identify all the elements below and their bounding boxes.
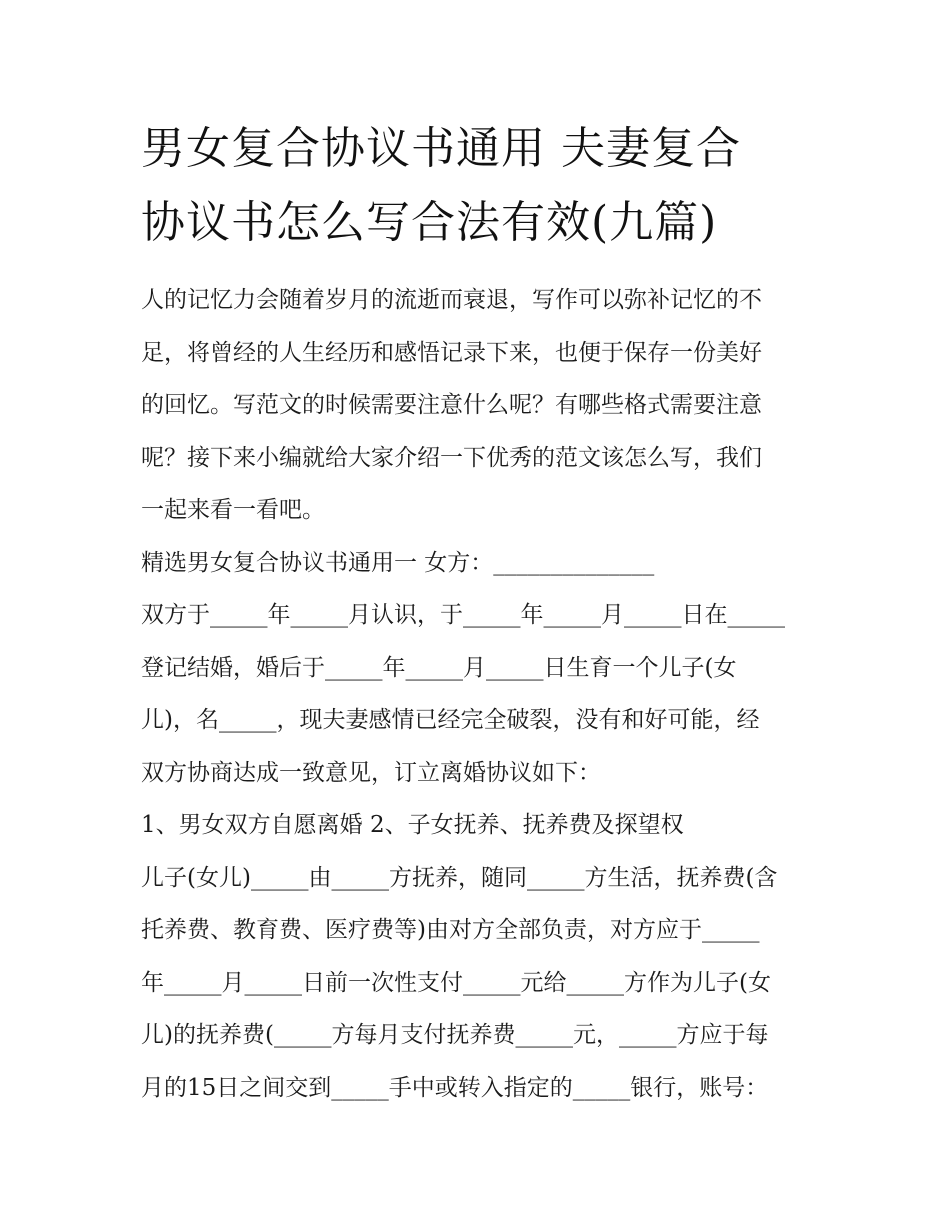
- body-line: 月的15日之间交到_____手中或转入指定的_____银行，账号：: [141, 1074, 769, 1101]
- document-page: [141, 112, 821, 1114]
- document-body: [141, 274, 821, 1114]
- document-title: [141, 112, 821, 260]
- body-line: 呢？接下来小编就给大家介绍一下优秀的范文该怎么写，我们: [141, 444, 762, 471]
- body-line: 儿)，名_____，现夫妻感情已经完全破裂，没有和好可能，经: [141, 707, 760, 733]
- body-line: 登记结婚，婚后于_____年_____月_____日生育一个儿子(女: [141, 654, 737, 681]
- title-line-2: 协议书怎么写合法有效(九篇): [141, 197, 718, 248]
- body-line: 双方协商达成一致意见，订立离婚协议如下：: [141, 759, 601, 786]
- body-line: 一起来看一看吧。: [141, 497, 325, 523]
- body-line: 人的记忆力会随着岁月的流逝而衰退，写作可以弥补记忆的不: [141, 287, 762, 313]
- body-line: 双方于_____年_____月认识，于_____年_____月_____日在_____: [141, 602, 785, 628]
- body-line: 足，将曾经的人生经历和感悟记录下来，也便于保存一份美好: [141, 339, 762, 366]
- body-line: 托养费、教育费、医疗费等)由对方全部负责，对方应于_____: [141, 917, 760, 943]
- body-line: 1、男女双方自愿离婚 2、子女抚养、抚养费及探望权: [141, 812, 684, 838]
- body-line: 儿)的抚养费(_____方每月支付抚养费_____元，_____方应于每: [141, 1022, 769, 1048]
- body-line: 儿子(女儿)_____由_____方抚养，随同_____方生活，抚养费(含: [141, 864, 778, 891]
- body-line: 年_____月_____日前一次性支付_____元给_____方作为儿子(女: [141, 969, 771, 996]
- body-line: 精选男女复合协议书通用一 女方：______________: [141, 549, 655, 576]
- body-line: 的回忆。写范文的时候需要注意什么呢？有哪些格式需要注意: [141, 392, 762, 418]
- title-line-1: 男女复合协议书通用 夫妻复合: [141, 123, 741, 174]
